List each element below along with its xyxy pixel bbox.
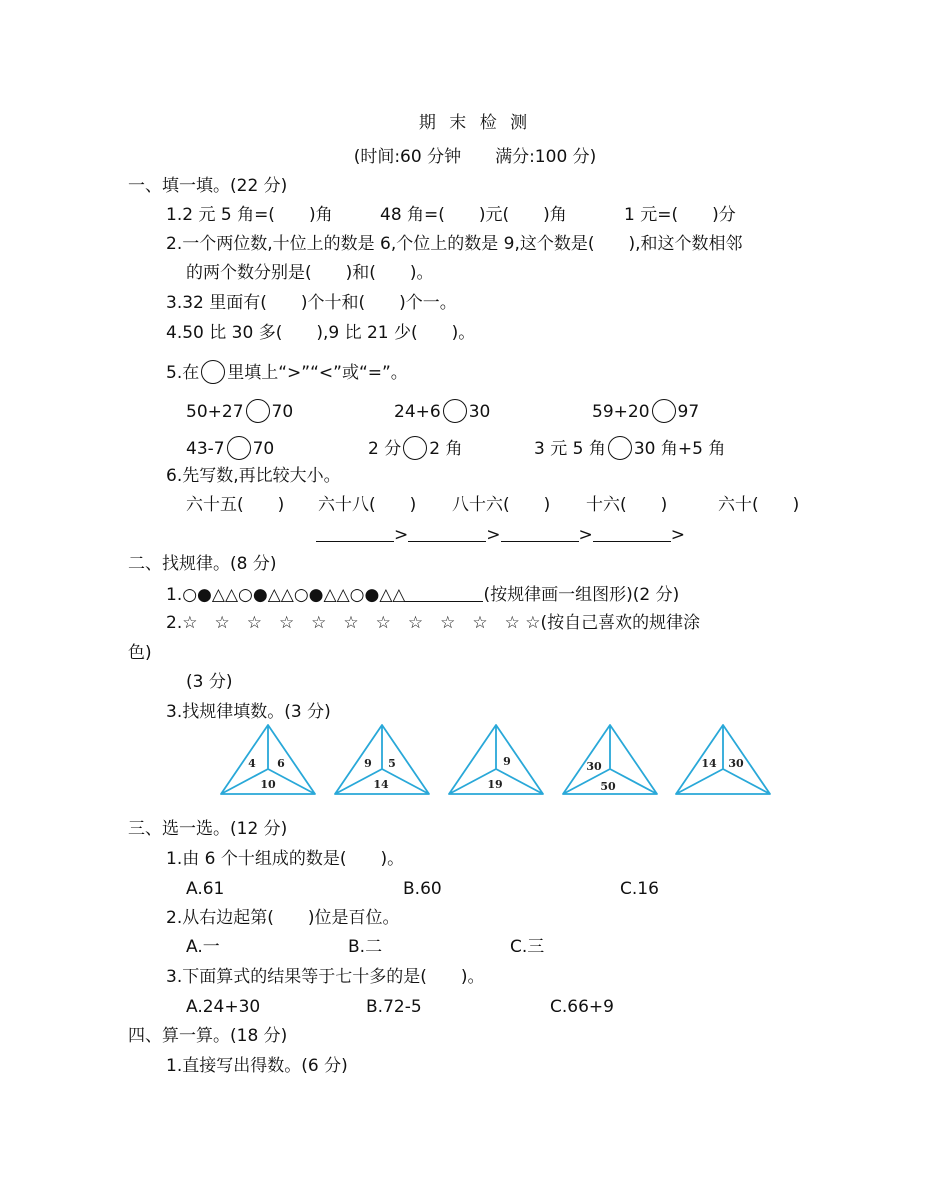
answer-blank[interactable]: [593, 523, 671, 542]
triangle-right-number: 6: [277, 757, 285, 770]
q2-2-score: (3 分): [186, 672, 233, 692]
choice-option[interactable]: B.60: [403, 879, 442, 899]
compare-circle[interactable]: [443, 399, 467, 423]
write-number-item: 六十八( ): [318, 495, 417, 515]
choice-option[interactable]: C.66+9: [550, 997, 614, 1017]
section-4-heading: 四、算一算。(18 分): [128, 1026, 288, 1046]
triangle-left-number: 30: [586, 760, 602, 773]
triangle-right-number: 30: [728, 757, 744, 770]
q2-2-line1: 2.☆ ☆ ☆ ☆ ☆ ☆ ☆ ☆ ☆ ☆ ☆ ☆(按自己喜欢的规律涂: [166, 613, 701, 633]
q1-3: 3.32 里面有( )个十和( )个一。: [166, 293, 457, 313]
exam-subtitle: (时间:60 分钟 满分:100 分): [353, 147, 597, 167]
q1-5-prefix: 5.在: [166, 363, 200, 383]
section-3-heading: 三、选一选。(12 分): [128, 819, 288, 839]
q4-1: 1.直接写出得数。(6 分): [166, 1056, 348, 1076]
q2-1: 1.○●△△○●△△○●△△○●△△ (按规律画一组图形)(2 分): [166, 585, 680, 605]
q3-3-stem: 3.下面算式的结果等于七十多的是( )。: [166, 967, 485, 987]
page-title: 期 末 检 测: [418, 113, 532, 133]
choice-option[interactable]: C.16: [620, 879, 659, 899]
compare-circle[interactable]: [227, 436, 251, 460]
triangle-right-number: 9: [503, 755, 511, 768]
triangle-left-number: 9: [364, 757, 372, 770]
q1-2-line2: 的两个数分别是( )和( )。: [186, 263, 434, 283]
number-triangle: [673, 722, 773, 798]
compare-item: 59+20 97: [592, 399, 699, 423]
compare-circle: [201, 360, 225, 384]
triangle-bottom-number: 50: [600, 780, 616, 793]
compare-item: 50+27 70: [186, 399, 293, 423]
q1-1-part-b: 48 角=( )元( )角: [380, 205, 567, 225]
q1-5-suffix: 里填上“>”“<”或“=”。: [227, 363, 408, 383]
compare-circle[interactable]: [403, 436, 427, 460]
answer-blank[interactable]: [501, 523, 579, 542]
compare-circle[interactable]: [652, 399, 676, 423]
section-2-heading: 二、找规律。(8 分): [128, 554, 277, 574]
triangle-left-number: 4: [248, 757, 256, 770]
q2-3-label: 3.找规律填数。(3 分): [166, 702, 331, 722]
answer-blank[interactable]: [405, 583, 483, 602]
choice-option[interactable]: A.24+30: [186, 997, 261, 1017]
section-1-heading: 一、填一填。(22 分): [128, 176, 288, 196]
choice-option[interactable]: B.二: [348, 937, 383, 957]
choice-option[interactable]: B.72-5: [366, 997, 422, 1017]
number-triangle: [332, 722, 432, 798]
triangle-bottom-number: 10: [260, 778, 276, 791]
q2-2-line2: 色): [128, 643, 152, 663]
q1-6-label: 6.先写数,再比较大小。: [166, 466, 341, 486]
write-number-item: 八十六( ): [452, 495, 551, 515]
choice-option[interactable]: A.一: [186, 937, 220, 957]
compare-item: 43-7 70: [186, 436, 274, 460]
triangle-bottom-number: 19: [487, 778, 503, 791]
compare-item: 3 元 5 角 30 角+5 角: [534, 436, 725, 460]
q1-1-part-a: 1.2 元 5 角=( )角: [166, 205, 333, 225]
compare-circle[interactable]: [608, 436, 632, 460]
choice-option[interactable]: C.三: [510, 937, 545, 957]
order-blanks: > > > >: [316, 523, 685, 546]
write-number-item: 六十( ): [718, 495, 800, 515]
shape-pattern: 1.○●△△○●△△○●△△○●△△: [166, 585, 406, 605]
write-number-item: 十六( ): [586, 495, 668, 515]
q1-1-part-c: 1 元=( )分: [624, 205, 736, 225]
number-triangle: [218, 722, 318, 798]
q1-4: 4.50 比 30 多( ),9 比 21 少( )。: [166, 323, 476, 343]
answer-blank[interactable]: [316, 523, 394, 542]
q3-2-stem: 2.从右边起第( )位是百位。: [166, 908, 400, 928]
compare-item: 2 分 2 角: [368, 436, 462, 460]
answer-blank[interactable]: [408, 523, 486, 542]
compare-item: 24+6 30: [394, 399, 490, 423]
triangle-left-number: 14: [701, 757, 717, 770]
write-number-item: 六十五( ): [186, 495, 285, 515]
choice-option[interactable]: A.61: [186, 879, 225, 899]
compare-circle[interactable]: [246, 399, 270, 423]
number-triangle: [446, 722, 546, 798]
number-triangle: [560, 722, 660, 798]
q1-5-label: [166, 360, 408, 384]
triangle-bottom-number: 14: [373, 778, 389, 791]
triangle-right-number: 5: [388, 757, 396, 770]
q1-2-line1: 2.一个两位数,十位上的数是 6,个位上的数是 9,这个数是( ),和这个数相邻: [166, 234, 743, 254]
q3-1-stem: 1.由 6 个十组成的数是( )。: [166, 849, 405, 869]
